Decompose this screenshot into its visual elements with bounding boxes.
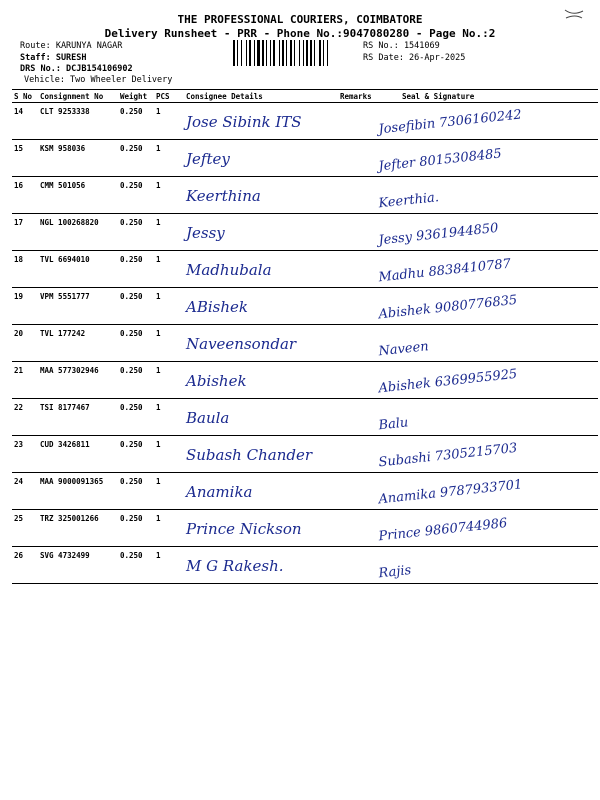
row-remarks [338,436,376,473]
row-remarks [338,288,376,325]
row-weight: 0.250 [118,251,154,288]
row-weight: 0.250 [118,510,154,547]
table-header-row [12,90,598,103]
table-row [12,362,598,399]
row-consignment-no: KSM 958036 [38,140,118,177]
row-consignee [184,177,338,214]
row-signature [376,251,598,288]
row-remarks [338,362,376,399]
column-header-remarks: Remarks [338,90,376,103]
row-consignee [184,103,338,140]
column-header-consignee: Consignee Details [184,90,338,103]
column-header-sno: S No [12,90,38,103]
table-row [12,288,598,325]
row-consignee [184,510,338,547]
handwritten-consignee-name: Jose Sibink ITS [186,113,302,131]
handwritten-signature: Prince 9860744986 [377,515,508,545]
handwritten-signature: Rajis [377,563,412,582]
row-pcs: 1 [154,362,184,399]
handwritten-consignee-name: M G Rakesh. [186,557,284,575]
row-consignment-no: MAA 9000091365 [38,473,118,510]
row-sno: 17 [12,214,38,251]
table-row [12,510,598,547]
table-row [12,251,598,288]
row-consignment-no: NGL 100268820 [38,214,118,251]
handwritten-consignee-name: ABishek [186,298,248,316]
column-header-weight: Weight [118,90,154,103]
row-signature [376,214,598,251]
row-weight: 0.250 [118,288,154,325]
handwritten-signature: Madhu 8838410787 [377,256,512,286]
row-weight: 0.250 [118,140,154,177]
row-pcs: 1 [154,103,184,140]
document-title: THE PROFESSIONAL COURIERS, COIMBATORE [177,13,423,26]
row-remarks [338,177,376,214]
row-signature [376,510,598,547]
handwritten-signature: Abishek 6369955925 [377,366,518,397]
handwritten-consignee-name: Prince Nickson [186,520,302,538]
row-weight: 0.250 [118,399,154,436]
handwritten-signature: Josefibin 7306160242 [377,107,523,138]
table-row [12,140,598,177]
row-consignment-no: MAA 577302946 [38,362,118,399]
row-sno: 15 [12,140,38,177]
row-consignment-no: VPM 5551777 [38,288,118,325]
table-row [12,325,598,362]
table-row [12,473,598,510]
handwritten-consignee-name: Subash Chander [186,446,312,464]
row-consignment-no: CLT 9253338 [38,103,118,140]
handwritten-signature: Naveen [377,339,430,360]
handwritten-consignee-name: Baula [186,409,230,427]
handwritten-consignee-name: Jessy [186,224,225,242]
column-header-pcs: PCS [154,90,184,103]
row-pcs: 1 [154,251,184,288]
column-header-consignment: Consignment No [38,90,118,103]
scan-mark-icon [563,8,585,20]
row-pcs: 1 [154,436,184,473]
row-remarks [338,547,376,584]
row-remarks [338,473,376,510]
row-signature [376,547,598,584]
table-row [12,547,598,584]
row-pcs: 1 [154,399,184,436]
row-consignee [184,436,338,473]
row-remarks [338,214,376,251]
row-consignee [184,140,338,177]
row-sno: 20 [12,325,38,362]
row-consignee [184,473,338,510]
handwritten-signature: Balu [377,415,410,434]
row-consignment-no: CMM 501056 [38,177,118,214]
table-row [12,399,598,436]
row-sno: 21 [12,362,38,399]
table-row [12,214,598,251]
row-sno: 16 [12,177,38,214]
row-pcs: 1 [154,140,184,177]
row-consignee [184,214,338,251]
row-signature [376,140,598,177]
row-pcs: 1 [154,177,184,214]
row-weight: 0.250 [118,177,154,214]
handwritten-signature: Keerthia. [377,190,440,212]
row-consignment-no: TRZ 325001266 [38,510,118,547]
row-signature [376,177,598,214]
row-sno: 24 [12,473,38,510]
row-sno: 18 [12,251,38,288]
row-signature [376,399,598,436]
rs-number: RS No.: 1541069 [363,41,440,51]
row-sno: 19 [12,288,38,325]
handwritten-signature: Abishek 9080776835 [377,292,518,323]
route-label: Route: KARUNYA NAGAR [20,41,123,51]
row-sno: 14 [12,103,38,140]
handwritten-signature: Anamika 9787933701 [377,477,524,508]
row-sno: 25 [12,510,38,547]
row-consignee [184,362,338,399]
row-consignment-no: SVG 4732499 [38,547,118,584]
drs-number: DRS No.: DCJB154106902 [20,64,133,74]
row-remarks [338,399,376,436]
row-pcs: 1 [154,473,184,510]
row-pcs: 1 [154,547,184,584]
handwritten-consignee-name: Keerthina [186,187,261,205]
row-remarks [338,103,376,140]
row-consignee [184,547,338,584]
row-consignee [184,399,338,436]
vehicle-label: Vehicle: Two Wheeler Delivery [24,75,173,85]
row-weight: 0.250 [118,103,154,140]
barcode-icon [232,40,352,66]
row-signature [376,325,598,362]
handwritten-consignee-name: Anamika [186,483,253,501]
table-row [12,177,598,214]
handwritten-consignee-name: Naveensondar [186,335,297,353]
row-signature [376,436,598,473]
row-sno: 26 [12,547,38,584]
row-remarks [338,140,376,177]
handwritten-consignee-name: Jeftey [186,150,230,168]
column-header-signature: Seal & Signature [376,90,598,103]
row-weight: 0.250 [118,362,154,399]
row-pcs: 1 [154,325,184,362]
handwritten-consignee-name: Abishek [186,372,247,390]
row-pcs: 1 [154,510,184,547]
row-consignment-no: TVL 177242 [38,325,118,362]
row-signature [376,103,598,140]
row-sno: 22 [12,399,38,436]
handwritten-signature: Jessy 9361944850 [377,220,500,249]
row-consignee [184,251,338,288]
row-sno: 23 [12,436,38,473]
row-weight: 0.250 [118,325,154,362]
row-remarks [338,251,376,288]
row-weight: 0.250 [118,436,154,473]
row-consignment-no: TSI 8177467 [38,399,118,436]
row-signature [376,288,598,325]
row-consignment-no: CUD 3426811 [38,436,118,473]
row-consignee [184,288,338,325]
row-signature [376,362,598,399]
staff-label: Staff: SURESH [20,53,87,63]
table-row [12,436,598,473]
row-pcs: 1 [154,214,184,251]
row-weight: 0.250 [118,473,154,510]
handwritten-signature: Subashi 7305215703 [377,440,519,471]
rs-date: RS Date: 26-Apr-2025 [363,53,466,63]
table-row [12,103,598,140]
handwritten-signature: Jefter 8015308485 [377,146,503,175]
row-consignment-no: TVL 6694010 [38,251,118,288]
row-remarks [338,510,376,547]
row-pcs: 1 [154,288,184,325]
row-signature [376,473,598,510]
handwritten-consignee-name: Madhubala [186,261,272,279]
runsheet-table [12,89,598,584]
row-consignee [184,325,338,362]
row-weight: 0.250 [118,547,154,584]
document-subtitle: Delivery Runsheet - PRR - Phone No.:9047080280 - Page No.:2 [104,27,496,40]
row-weight: 0.250 [118,214,154,251]
row-remarks [338,325,376,362]
